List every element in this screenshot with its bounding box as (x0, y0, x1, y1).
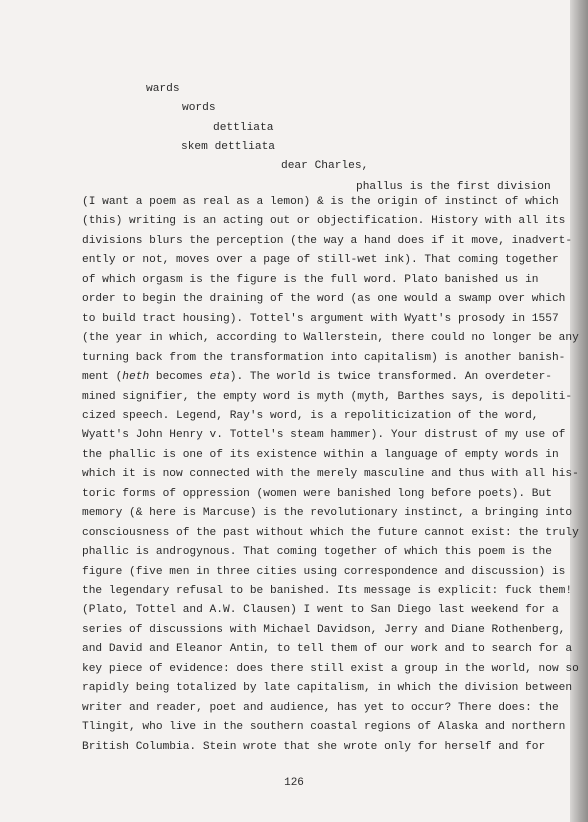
text-line: the legendary refusal to be banished. Its message is explicit: fuck them! (82, 585, 573, 597)
text-line: figure (five men in three cities using correspondence and discussion) is (82, 565, 566, 578)
text-line: which it is now connected with the merely masculine and thus with all his- (82, 468, 579, 481)
text-line: turning back from the transformation into capitalism) is another banish- (82, 351, 566, 364)
text-line: divisions blurs the perception (the way a hand does if it move, inadvert- (82, 234, 573, 247)
text-line: ently or not, moves over a page of still-wet ink). That coming together (82, 254, 559, 267)
text-line: phallic is androgynous. That coming together of which this poem is the (82, 546, 552, 559)
text-line: key piece of evidence: does there still exist a group in the world, now so (82, 662, 579, 675)
text-line: series of discussions with Michael Davidson, Jerry and Diane Rothenberg, (82, 623, 566, 636)
heading-line: skem dettliata (181, 141, 275, 153)
text-line: toric forms of oppression (women were banished long before poets). But (82, 487, 552, 500)
text-line: of which orgasm is the figure is the full word. Plato banished us in (82, 273, 539, 286)
page-number: 126 (284, 777, 304, 789)
page-edge-shadow (570, 0, 588, 822)
text-line: British Columbia. Stein wrote that she wrote only for herself and for (82, 740, 546, 753)
text-line: (I want a poem as real as a lemon) & is the origin of instinct of which (82, 196, 559, 208)
heading-line: phallus is the first division (356, 181, 551, 193)
text-line: consciousness of the past without which the future cannot exist: the truly (82, 526, 579, 539)
heading-line: dettliata (213, 122, 274, 134)
text-line: order to begin the draining of the word (as one would a swamp over which (82, 293, 566, 306)
text-line: to build tract housing). Tottel's argument with Wyatt's prosody in 1557 (82, 312, 559, 325)
text-line: rapidly being totalized by late capitalism, in which the division between (82, 682, 573, 695)
text-line: memory (& here is Marcuse) is the revolutionary instinct, a bringing into (82, 507, 573, 520)
text-line: (Plato, Tottel and A.W. Clausen) I went to San Diego last weekend for a (82, 604, 559, 617)
text-line: (this) writing is an acting out or objectification. History with all its (82, 215, 566, 228)
text-line: ment (heth becomes eta). The world is twice transformed. An overdeter- (82, 371, 553, 384)
heading-line: wards (146, 83, 180, 95)
text-line: and David and Eleanor Antin, to tell them of our work and to search for a (82, 643, 573, 656)
text-line: (the year in which, according to Wallerstein, there could no longer be any (82, 332, 579, 345)
heading-line: words (182, 102, 216, 114)
text-line: cized speech. Legend, Ray's word, is a repoliticization of the word, (82, 409, 539, 422)
text-line: Wyatt's John Henry v. Tottel's steam hammer). Your distrust of my use of (82, 429, 566, 442)
heading-line: dear Charles, (281, 160, 369, 172)
text-line: the phallic is one of its existence within a language of empty words in (82, 448, 559, 461)
text-line: Tlingit, who live in the southern coastal regions of Alaska and northern (82, 721, 566, 734)
text-line: mined signifier, the empty word is myth (myth, Barthes says, is depoliti- (82, 390, 573, 403)
text-line: writer and reader, poet and audience, has yet to occur? There does: the (82, 701, 559, 714)
